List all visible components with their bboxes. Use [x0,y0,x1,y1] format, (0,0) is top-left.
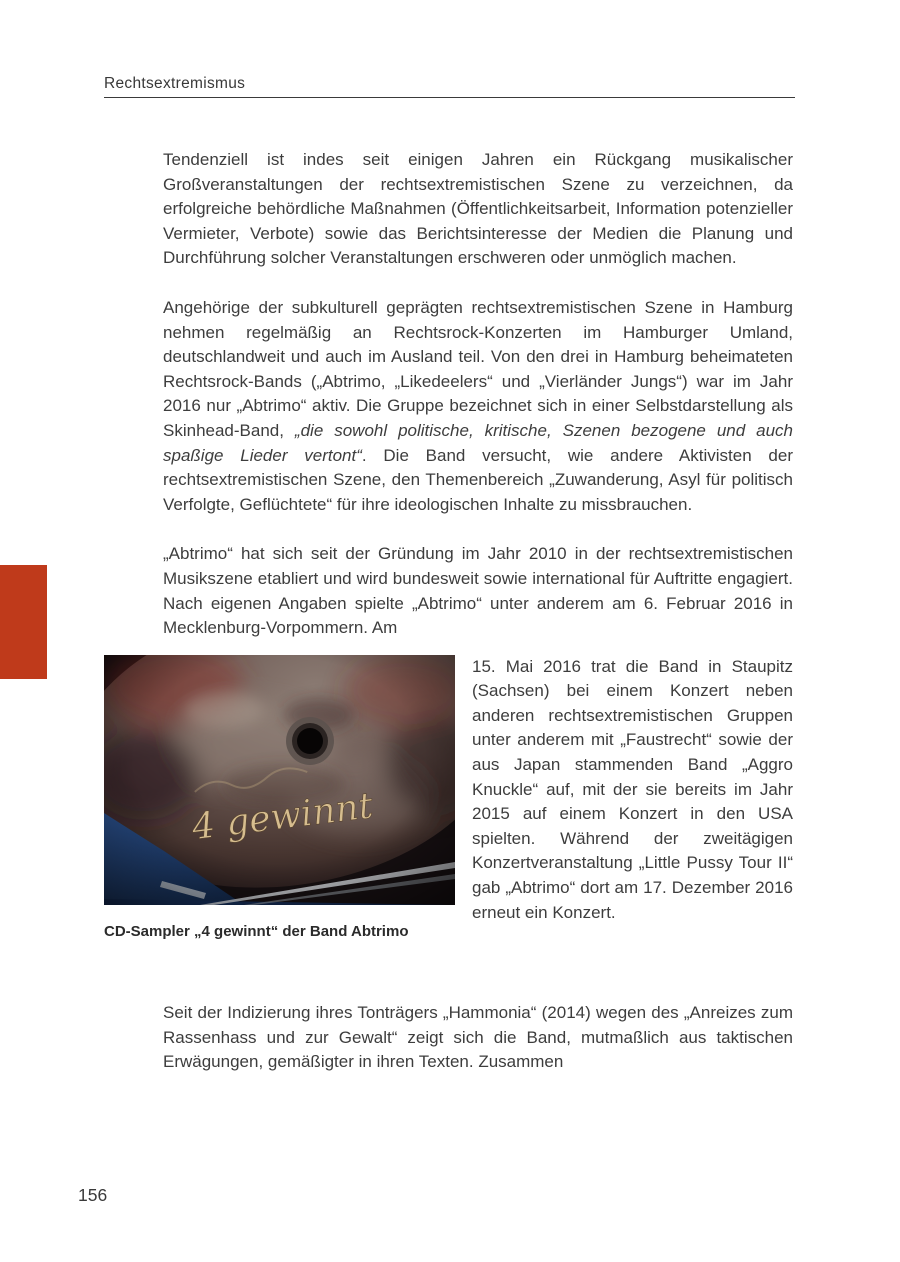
page-content [0,148,900,1100]
photo-vignette [104,655,455,905]
paragraph-3-intro: „Abtrimo“ hat sich seit der Gründung im Jahr 2010 in der rechtsextremistischen Musikszene etabliert und wird bundesweit sowie international für Auftritte engagiert. Nach eigenen Angaben spielte „Abtrimo“ unter anderem am 6. Februar 2016 in Mecklenburg-Vorpommern. Am [163,544,793,638]
paragraph-2 [163,296,793,517]
cd-photo [104,655,455,905]
paragraph-3-continued: 15. Mai 2016 trat die Band in Staupitz (Sachsen) bei einem Konzert neben anderen rechtsextremistischen Gruppen unter anderem mit „Faustrecht“ sowie der aus Japan stammenden Band „Aggro Knuckle“ auf, mit der sie bereits im Jahr 2015 auf einem Konzert in den USA spielten. Während der zweitägigen Konzertveranstaltung „Little Pussy Tour II“ gab „Abtrimo“ dort am 17. Dezember 2016 erneut ein Konzert. [472,656,793,922]
figure-caption: CD-Sampler „4 gewinnt“ der Band Abtrimo [104,922,409,940]
paragraph-4: Seit der Indizierung ihres Tonträgers „Hammonia“ (2014) wegen des „Anreizes zum Rassenhass und zur Gewalt“ zeigt sich die Band, mutmaßlich aus taktischen Erwägungen, gemäßigter in ihren Texten. Zusammen [163,1003,793,1072]
header-rule [104,97,795,98]
paragraph-2-quote-italic: „die sowohl politische, kritische, Szenen bezogene und auch spaßige Lieder vertont“ [163,420,793,465]
running-header: Rechtsextremismus [104,75,246,92]
paragraph-1: Tendenziell ist indes seit einigen Jahren ein Rückgang musikalischer Großveranstaltungen der rechtsextremistischen Szene zu verzeichnen, da erfolgreiche behördliche Maßnahmen (Öffentlichkeitsarbeit, Information potenzieller Vermieter, Verbote) sowie das Berichtsinteresse der Medien die Planung und Durchführung solcher Veranstaltungen erschweren oder unmöglich machen. [163,150,793,268]
paragraph-2-text-end: . Die Band versucht, wie andere Aktivisten der rechtsextremistischen Szene, den Themenbereich „Zuwanderung, Asyl für politisch Verfolgte, Geflüchtete“ für ihre ideologischen Inhalte zu missbrauchen. [163,445,793,514]
page-number: 156 [78,1185,108,1205]
figure-and-wrap-row [104,655,793,942]
paragraph-2-text: Angehörige der subkulturell geprägten rechtsextremistischen Szene in Hamburg nehmen regelmäßig an Rechtsrock-Konzerten im Hamburger Umland, deutschlandweit und auch im Ausland teil. Von den drei in Hamburg beheimateten Rechtsrock-Bands („Abtrimo, „Likedeelers“ und „Vierländer Jungs“) war im Jahr 2016 nur „Abtrimo“ aktiv. Die Gruppe bezeichnet sich in einer Selbstdarstellung als Skinhead-Band, [163,297,793,440]
cd-figure [104,655,455,942]
